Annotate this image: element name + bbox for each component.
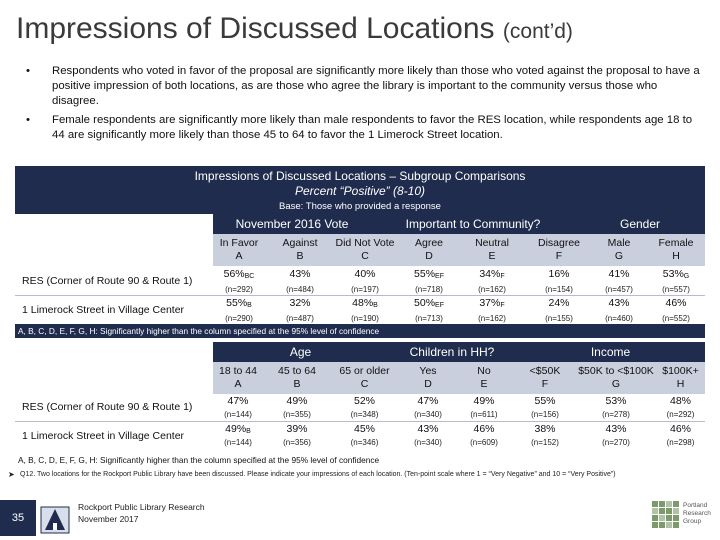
table1-group-gender: Gender <box>619 217 661 231</box>
table2-col-header: 45 to 64 B <box>278 365 316 390</box>
table1-col-header: Male G <box>607 237 631 262</box>
footer-title: Rockport Public Library Research <box>78 502 205 512</box>
summary-bullets <box>26 64 706 147</box>
table2-cell-n: (n=355) <box>283 410 311 419</box>
table1-col-header: Female H <box>658 237 694 262</box>
table1-cell-pct: $50\%_{EF}$ <box>414 297 444 309</box>
table2-cell-pct: 45% <box>353 423 375 435</box>
portland-research-group-logo-icon <box>652 501 680 529</box>
table2-cell-pct: $49\%_B$ <box>225 423 251 435</box>
table1-group-vote: November 2016 Vote <box>235 217 349 231</box>
table2-cell-n: (n=611) <box>470 410 498 419</box>
table2-cell-n: (n=156) <box>531 410 559 419</box>
page-title-sub: (cont’d) <box>502 20 573 43</box>
table2-row-label: RES (Corner of Route 90 & Route 1) <box>22 401 193 413</box>
arrow-bullet-icon: ➤ <box>8 470 15 479</box>
table2-col-header: No E <box>477 365 491 390</box>
table2-significance-note: A, B, C, D, E, F, G, H: Significantly higher than the column specified at the 95% level of confidence <box>18 455 380 465</box>
table1-cell-n: (n=460) <box>605 314 633 323</box>
table2-col-header: 18 to 44 A <box>219 365 257 390</box>
table1-cell-n: (n=487) <box>286 314 314 323</box>
table2-group-children: Children in HH? <box>409 345 495 359</box>
table2-cell-pct: 49% <box>286 395 308 407</box>
table-title: Impressions of Discussed Locations – Subgroup Comparisons <box>194 169 526 183</box>
page-footer <box>0 497 720 540</box>
table1-row-label: RES (Corner of Route 90 & Route 1) <box>22 275 193 287</box>
table2-cell-pct: 48% <box>669 395 691 407</box>
table2-col-header: $50K to <$100K G <box>578 365 654 390</box>
table1-cell-pct: $37\%_F$ <box>479 297 505 309</box>
table1-cell-n: (n=484) <box>286 285 314 294</box>
table1-cell-n: (n=290) <box>225 314 253 323</box>
footer-date: November 2017 <box>78 514 139 524</box>
bullet-item: • Respondents who voted in favor of the proposal are significantly more likely than those who voted against the proposal to have a positive impression of both locations, as are those who agree the library is important to the community versus those who disagree. <box>26 64 706 109</box>
table2-cell-pct: 52% <box>353 395 375 407</box>
table1-cell-pct: $55\%_B$ <box>226 297 252 309</box>
row-divider <box>15 421 705 422</box>
table1-col-header: Did Not Vote C <box>335 237 395 262</box>
table1-cell-n: (n=162) <box>478 314 506 323</box>
table1-cell-n: (n=162) <box>478 285 506 294</box>
table1-col-header: Against B <box>282 237 318 262</box>
table1-cell-n: (n=292) <box>225 285 253 294</box>
table2-col-header: 65 or older C <box>339 365 390 390</box>
page-title <box>16 12 573 46</box>
table1-cell-pct: 41% <box>608 268 630 280</box>
library-building-icon <box>40 503 70 535</box>
table2-cell-n: (n=346) <box>350 438 379 447</box>
table1-cell-pct: 40% <box>354 268 376 280</box>
table1-cell-pct: 46% <box>665 297 687 309</box>
table2-row-label: 1 Limerock Street in Village Center <box>22 430 185 442</box>
table1-row-label: 1 Limerock Street in Village Center <box>22 304 185 316</box>
table1-cell-pct: 43% <box>289 268 311 280</box>
table1-col-header: In Favor A <box>219 237 259 262</box>
logo-text: Portland Research Group <box>683 502 711 525</box>
table1-cell-n: (n=713) <box>415 314 443 323</box>
table1-cell-n: (n=190) <box>351 314 379 323</box>
table1-cell-pct: $34\%_F$ <box>479 268 505 280</box>
table1-cell-n: (n=552) <box>662 314 690 323</box>
table2-cell-pct: 43% <box>417 423 439 435</box>
table2-cell-pct: 46% <box>473 423 495 435</box>
table1-cell-n: (n=154) <box>545 285 573 294</box>
table2-col-header: $100K+ H <box>662 365 699 390</box>
table2-cell-pct: 53% <box>605 395 627 407</box>
row-divider <box>15 295 705 296</box>
table2-cell-n: (n=348) <box>350 410 379 419</box>
table2-cell-n: (n=340) <box>414 438 442 447</box>
table1-cell-pct: 43% <box>608 297 630 309</box>
table2-group-age: Age <box>289 345 312 359</box>
table2-cell-pct: 39% <box>286 423 308 435</box>
table2-cell-n: (n=609) <box>470 438 498 447</box>
table1-cell-n: (n=718) <box>415 285 443 294</box>
table1-cell-pct: $55\%_{EF}$ <box>414 268 444 280</box>
table1-col-header: Disagree F <box>537 237 581 262</box>
table2-cell-pct: 43% <box>605 423 627 435</box>
table2-cell-pct: 47% <box>227 395 249 407</box>
table1-cell-pct: 16% <box>548 268 570 280</box>
table2-col-header: Yes D <box>419 365 437 390</box>
table2-cell-n: (n=340) <box>414 410 442 419</box>
bullet-item: • Female respondents are significantly more likely than male respondents to favor the RES location, while respondents age 18 to 44 are significantly more likely than those 45 to 64 to favor the 1 Limerock Street location. <box>26 113 706 143</box>
table2-cell-n: (n=298) <box>666 438 695 447</box>
table1-cell-pct: 32% <box>289 297 311 309</box>
table2-cell-n: (n=278) <box>602 410 630 419</box>
table1-col-header: Agree D <box>414 237 444 262</box>
table2-cell-n: (n=356) <box>283 438 311 447</box>
table2-cell-n: (n=144) <box>224 438 252 447</box>
table2-cell-pct: 47% <box>417 395 439 407</box>
table1-cell-n: (n=155) <box>545 314 573 323</box>
page-title-main: Impressions of Discussed Locations <box>16 12 495 45</box>
table1-cell-n: (n=197) <box>351 285 379 294</box>
table1-cell-pct: $53\%_G$ <box>662 268 690 280</box>
table1-cell-n: (n=457) <box>605 285 633 294</box>
table2-cell-pct: 46% <box>669 423 691 435</box>
question-footnote: ➤ Q12. Two locations for the Rockport Public Library have been discussed. Please indicate your impressions of each location. (Ten-point scale where 1 = “Very Negative” and 10 = “Very Positive”) <box>8 470 616 479</box>
table-base: Base: Those who provided a response <box>279 201 441 212</box>
table2-cell-pct: 38% <box>534 423 556 435</box>
table1-group-importance: Important to Community? <box>405 217 541 231</box>
table1-col-header: Neutral E <box>475 237 509 262</box>
table1-cell-pct: $56\%_{BC}$ <box>223 268 255 280</box>
table2-col-header: <$50K F <box>529 365 561 390</box>
table2-group-income: Income <box>590 345 631 359</box>
table1-significance-note: A, B, C, D, E, F, G, H: Significantly higher than the column specified at the 95% level of confidence <box>18 326 380 336</box>
table2-cell-pct: 55% <box>534 395 556 407</box>
table1-cell-n: (n=557) <box>662 285 690 294</box>
table2-cell-n: (n=292) <box>666 410 695 419</box>
table2-cell-n: (n=152) <box>531 438 559 447</box>
table-subtitle: Percent “Positive” (8-10) <box>294 184 426 198</box>
table2-cell-n: (n=270) <box>602 438 630 447</box>
table-heading <box>15 166 705 214</box>
table1-cell-pct: $48\%_B$ <box>352 297 378 309</box>
table2-cell-n: (n=144) <box>224 410 252 419</box>
table2-cell-pct: 49% <box>473 395 495 407</box>
page-number: 35 <box>0 500 36 536</box>
table1-cell-pct: 24% <box>548 297 570 309</box>
